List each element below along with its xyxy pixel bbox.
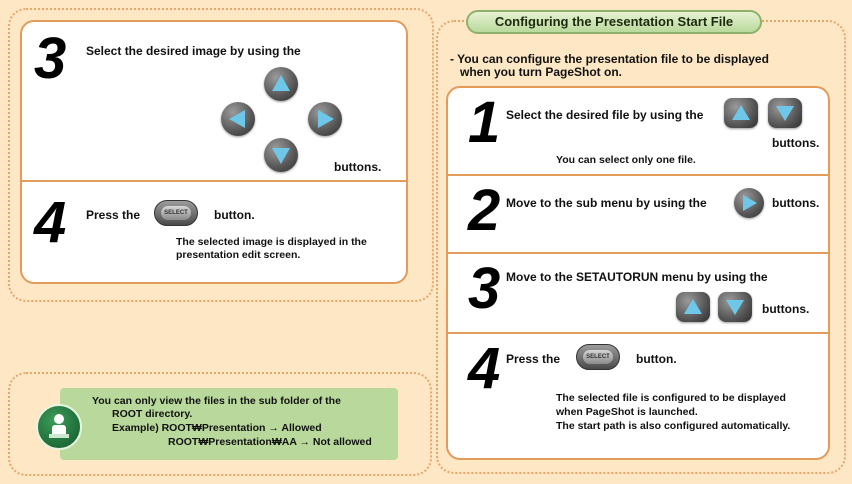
section-title: Configuring the Presentation Start File <box>466 10 762 34</box>
intro-line: - You can configure the presentation file to be displayed <box>450 52 769 66</box>
note-line: You can only view the files in the sub folder of the <box>92 395 341 407</box>
step-instruction: Press the <box>86 208 141 222</box>
info-figure-icon <box>36 404 82 450</box>
note-line: ROOT directory. <box>112 408 193 420</box>
step-suffix: buttons. <box>762 302 810 316</box>
step-suffix: button. <box>214 208 255 222</box>
down-arrow-key-icon <box>718 292 752 322</box>
step-instruction: Press the <box>506 352 561 366</box>
right-arrow-key-icon <box>734 188 764 218</box>
step-note-line: when PageShot is launched. <box>556 406 698 418</box>
step-number: 3 <box>34 26 65 91</box>
step-instruction: Select the desired file by using the <box>506 108 704 122</box>
step-number: 1 <box>468 90 499 155</box>
step-instruction: Select the desired image by using the <box>86 44 301 58</box>
step-divider <box>448 332 828 334</box>
step-suffix: button. <box>636 352 677 366</box>
down-arrow-key-icon <box>264 138 298 172</box>
step-number: 2 <box>468 178 499 243</box>
step-suffix: buttons. <box>772 196 820 210</box>
down-arrow-key-icon <box>768 98 802 128</box>
right-arrow-key-icon <box>308 102 342 136</box>
step-number: 4 <box>34 190 65 255</box>
up-arrow-key-icon <box>264 67 298 101</box>
step-number: 4 <box>468 336 499 401</box>
note-line: Example) ROOT₩Presentation → Allowed <box>112 422 322 434</box>
step-divider <box>448 174 828 176</box>
step-note-line: The selected image is displayed in the <box>176 236 367 248</box>
step-suffix: buttons. <box>334 160 382 174</box>
select-key-icon: SELECT <box>576 344 620 370</box>
step-number: 3 <box>468 256 499 321</box>
select-key-icon: SELECT <box>154 200 198 226</box>
step-divider <box>448 252 828 254</box>
step-note-line: The start path is also configured automatically. <box>556 420 791 432</box>
step-instruction: Move to the SETAUTORUN menu by using the <box>506 270 768 284</box>
left-arrow-key-icon <box>221 102 255 136</box>
up-arrow-key-icon <box>676 292 710 322</box>
note-line: ROOT₩Presentation₩AA → Not allowed <box>168 436 372 448</box>
right-steps-card <box>446 86 830 460</box>
step-note-line: presentation edit screen. <box>176 249 301 261</box>
step-instruction: Move to the sub menu by using the <box>506 196 707 210</box>
step-divider <box>22 180 406 182</box>
left-steps-card <box>20 20 408 284</box>
step-suffix: buttons. <box>772 136 820 150</box>
step-note-line: The selected file is configured to be displayed <box>556 392 786 404</box>
intro-line: when you turn PageShot on. <box>460 65 622 79</box>
step-note-line: You can select only one file. <box>556 154 696 166</box>
up-arrow-key-icon <box>724 98 758 128</box>
